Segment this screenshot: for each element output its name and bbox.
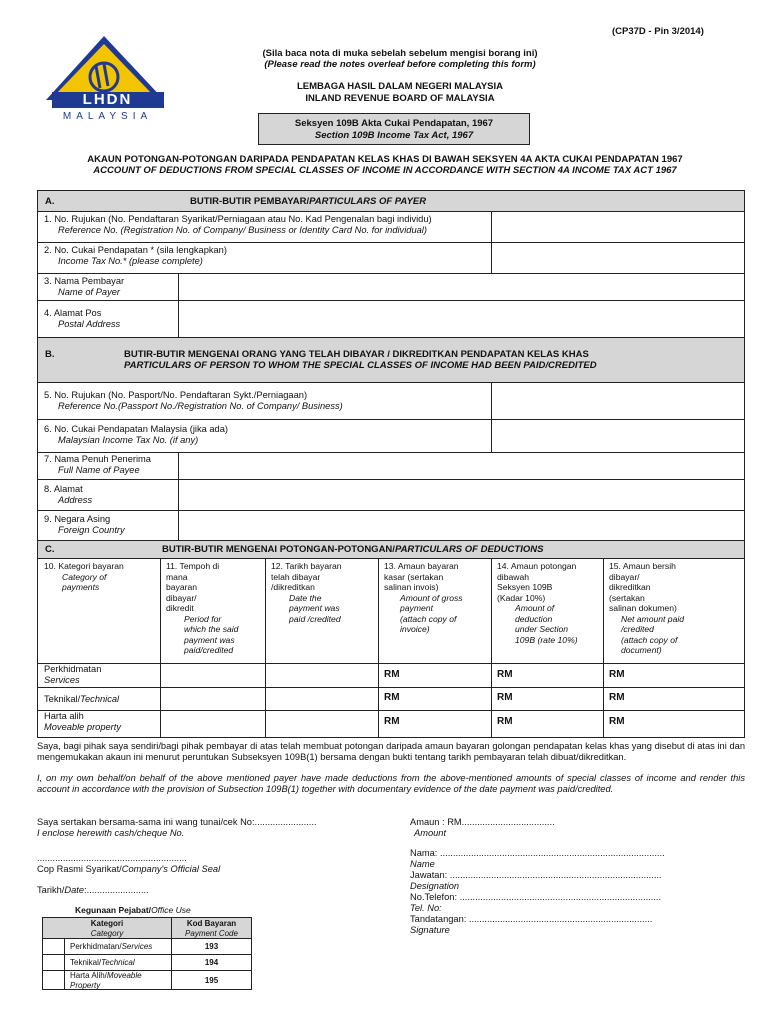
field-9-label: 9. Negara Asing Foreign Country (44, 514, 125, 535)
section-box-en: Section 109B Income Tax Act, 1967 (314, 130, 474, 141)
declaration-en: I, on my own behalf/on behalf of the above mentioned payer have made deductions from the above-mentioned amounts of special classes of income and render this account in accordance with the provision of Subsection 109B(1) together with documentary evidence of the date payment was paid/credited. (37, 773, 745, 794)
field-6-label: 6. No. Cukai Pendapatan Malaysia (jika ada) Malaysian Income Tax No. (if any) (44, 424, 228, 445)
agency-en: INLAND REVENUE BOARD OF MALAYSIA (305, 93, 495, 104)
row-services-rm-13: RM (384, 669, 400, 680)
agency-ms: LEMBAGA HASIL DALAM NEGERI MALAYSIA (296, 81, 504, 92)
name-field[interactable]: Nama: ....................................................................................... Name (410, 848, 665, 869)
office-use-title: Kegunaan Pejabat/Office Use (75, 905, 191, 915)
title-en: ACCOUNT OF DEDUCTIONS FROM SPECIAL CLASSES OF INCOME IN ACCORDANCE WITH SECTION 4A INCOME TAX ACT 1967 (93, 165, 677, 176)
field-9-input[interactable] (179, 511, 744, 539)
office-code-195: 195 (204, 976, 219, 985)
row-technical-label: Teknikal/Technical (44, 694, 120, 704)
logo-country: MALAYSIA (62, 111, 153, 122)
date-label: Tarikh/Date:........................ (37, 885, 149, 895)
section-b-title-en: PARTICULARS OF PERSON TO WHOM THE SPECIAL CLASSES OF INCOME HAD BEEN PAID/CREDITED (124, 360, 597, 371)
section-a-title-en: PARTICULARS OF PAYER (309, 196, 427, 207)
row-services-rm-15: RM (609, 669, 625, 680)
field-6-input[interactable] (492, 420, 744, 451)
section-a-title-ms: BUTIR-BUTIR PEMBAYAR/ (190, 196, 310, 207)
col-13-header: 13. Amaun bayaran kasar (sertakan salinan invois) Amount of gross payment (attach copy of invoice) (384, 561, 463, 634)
row-technical-rm-14: RM (497, 692, 513, 703)
field-4-label: 4. Alamat Pos Postal Address (44, 308, 121, 329)
field-1-label: 1. No. Rujukan (No. Pendaftaran Syarikat/Perniagaan atau No. Kad Pengenalan bagi individu) Reference No. (Registration No. of Company/ Business or Identity Card No. for individual) (44, 214, 432, 235)
section-c-letter: C. (45, 544, 55, 555)
declaration-ms: Saya, bagi pihak saya sendiri/bagi pihak pembayar di atas telah membuat potongan daripada amaun bayaran golongan pendapatan kelas khas yang disebut di atas ini dan mengemukakan akaun ini menurut peruntukan Subseksyen 109B(1) bersama dengan bukti tentang tarikh pembayaran telah dibuat/dikreditkan. (37, 741, 745, 762)
amount-label: Amaun : RM.................................... Amount (410, 817, 555, 838)
col-14-header: 14. Amaun potongan dibawah Seksyen 109B (Kadar 10%) Amount of deduction under Section 109B (rate 10%) (497, 561, 578, 645)
row-moveable-rm-14: RM (497, 716, 513, 727)
section-a-letter: A. (45, 196, 55, 207)
seal-label: .......................................................... Cop Rasmi Syarikat/Company's Official Seal (37, 853, 221, 874)
section-c-title-en: PARTICULARS OF DEDUCTIONS (394, 544, 544, 555)
row-technical-rm-15: RM (609, 692, 625, 703)
field-5-input[interactable] (492, 383, 744, 418)
row-services-label: Perkhidmatan Services (44, 664, 102, 685)
row-services-rm-14: RM (497, 669, 513, 680)
signature-field[interactable]: Tandatangan: ....................................................................... Signature (410, 914, 653, 935)
lhdn-logo (40, 34, 175, 126)
row-moveable-rm-13: RM (384, 716, 400, 727)
field-3-input[interactable] (179, 274, 744, 300)
office-row-technical: Teknikal/Technical (70, 958, 135, 967)
section-a-title (190, 196, 426, 207)
office-head-category: Kategori Category (90, 919, 124, 938)
section-c-title (162, 544, 543, 555)
col-15-header: 15. Amaun bersih dibayar/ dikreditkan (sertakan salinan dokumen) Net amount paid /credited (attach copy of document) (609, 561, 685, 655)
enclose-label: Saya sertakan bersama-sama ini wang tunai/cek No:........................ I enclose herewith cash/cheque No. (37, 817, 317, 838)
logo-text: LHDN (82, 91, 133, 108)
field-5-label: 5. No. Rujukan (No. Pasport/No. Pendaftaran Sykt./Perniagaan) Reference No.(Passport No./Registration No. of Company/ Business) (44, 390, 343, 411)
field-2-input[interactable] (492, 243, 744, 272)
field-1-input[interactable] (492, 212, 744, 241)
office-row-moveable: Harta Alih/Moveable Property (70, 971, 142, 990)
section-box (258, 113, 530, 145)
row-moveable-label: Harta alih Moveable property (44, 711, 121, 732)
field-7-input[interactable] (179, 453, 744, 478)
designation-field[interactable]: Jawatan: .................................................................................. Designation (410, 870, 662, 891)
field-7-label: 7. Nama Penuh Penerima Full Name of Payee (44, 454, 151, 475)
office-head-code: Kod Bayaran Payment Code (185, 919, 238, 938)
col-10-header: 10. Kategori bayaran Category of payments (44, 561, 124, 592)
title-ms: AKAUN POTONGAN-POTONGAN DARIPADA PENDAPATAN KELAS KHAS DI BAWAH SEKSYEN 4A AKTA CUKAI PENDAPATAN 1967 (87, 154, 683, 165)
section-box-ms: Seksyen 109B Akta Cukai Pendapatan, 1967 (294, 118, 494, 129)
office-row-services: Perkhidmatan/Services (70, 942, 153, 951)
telephone-field[interactable]: No.Telefon: .............................................................................. Tel. No: (410, 892, 662, 913)
field-3-label: 3. Nama Pembayar Name of Payer (44, 276, 125, 297)
notes-ms: (Sila baca nota di muka sebelah sebelum mengisi borang ini) (262, 48, 538, 59)
section-b-title-ms: BUTIR-BUTIR MENGENAI ORANG YANG TELAH DIBAYAR / DIKREDITKAN PENDAPATAN KELAS KHAS (124, 349, 589, 360)
field-8-label: 8. Alamat Address (44, 484, 93, 505)
field-2-label: 2. No. Cukai Pendapatan * (sila lengkapkan) Income Tax No.* (please complete) (44, 245, 227, 266)
office-code-193: 193 (204, 942, 219, 951)
field-8-input[interactable] (179, 480, 744, 509)
row-technical-rm-13: RM (384, 692, 400, 703)
section-b-letter: B. (45, 349, 55, 360)
section-c-title-ms: BUTIR-BUTIR MENGENAI POTONGAN-POTONGAN/ (162, 544, 395, 555)
office-code-194: 194 (204, 958, 219, 967)
notes-en: (Please read the notes overleaf before completing this form) (264, 59, 536, 70)
col-12-header: 12. Tarikh bayaran telah dibayar /dikreditkan Date the payment was paid /credited (271, 561, 342, 624)
col-11-header: 11. Tempoh di mana bayaran dibayar/ dikredit Period for which the said payment was paid/credited (166, 561, 239, 655)
field-4-input[interactable] (179, 301, 744, 337)
form-code: (CP37D - Pin 3/2014) (612, 26, 704, 37)
row-moveable-rm-15: RM (609, 716, 625, 727)
